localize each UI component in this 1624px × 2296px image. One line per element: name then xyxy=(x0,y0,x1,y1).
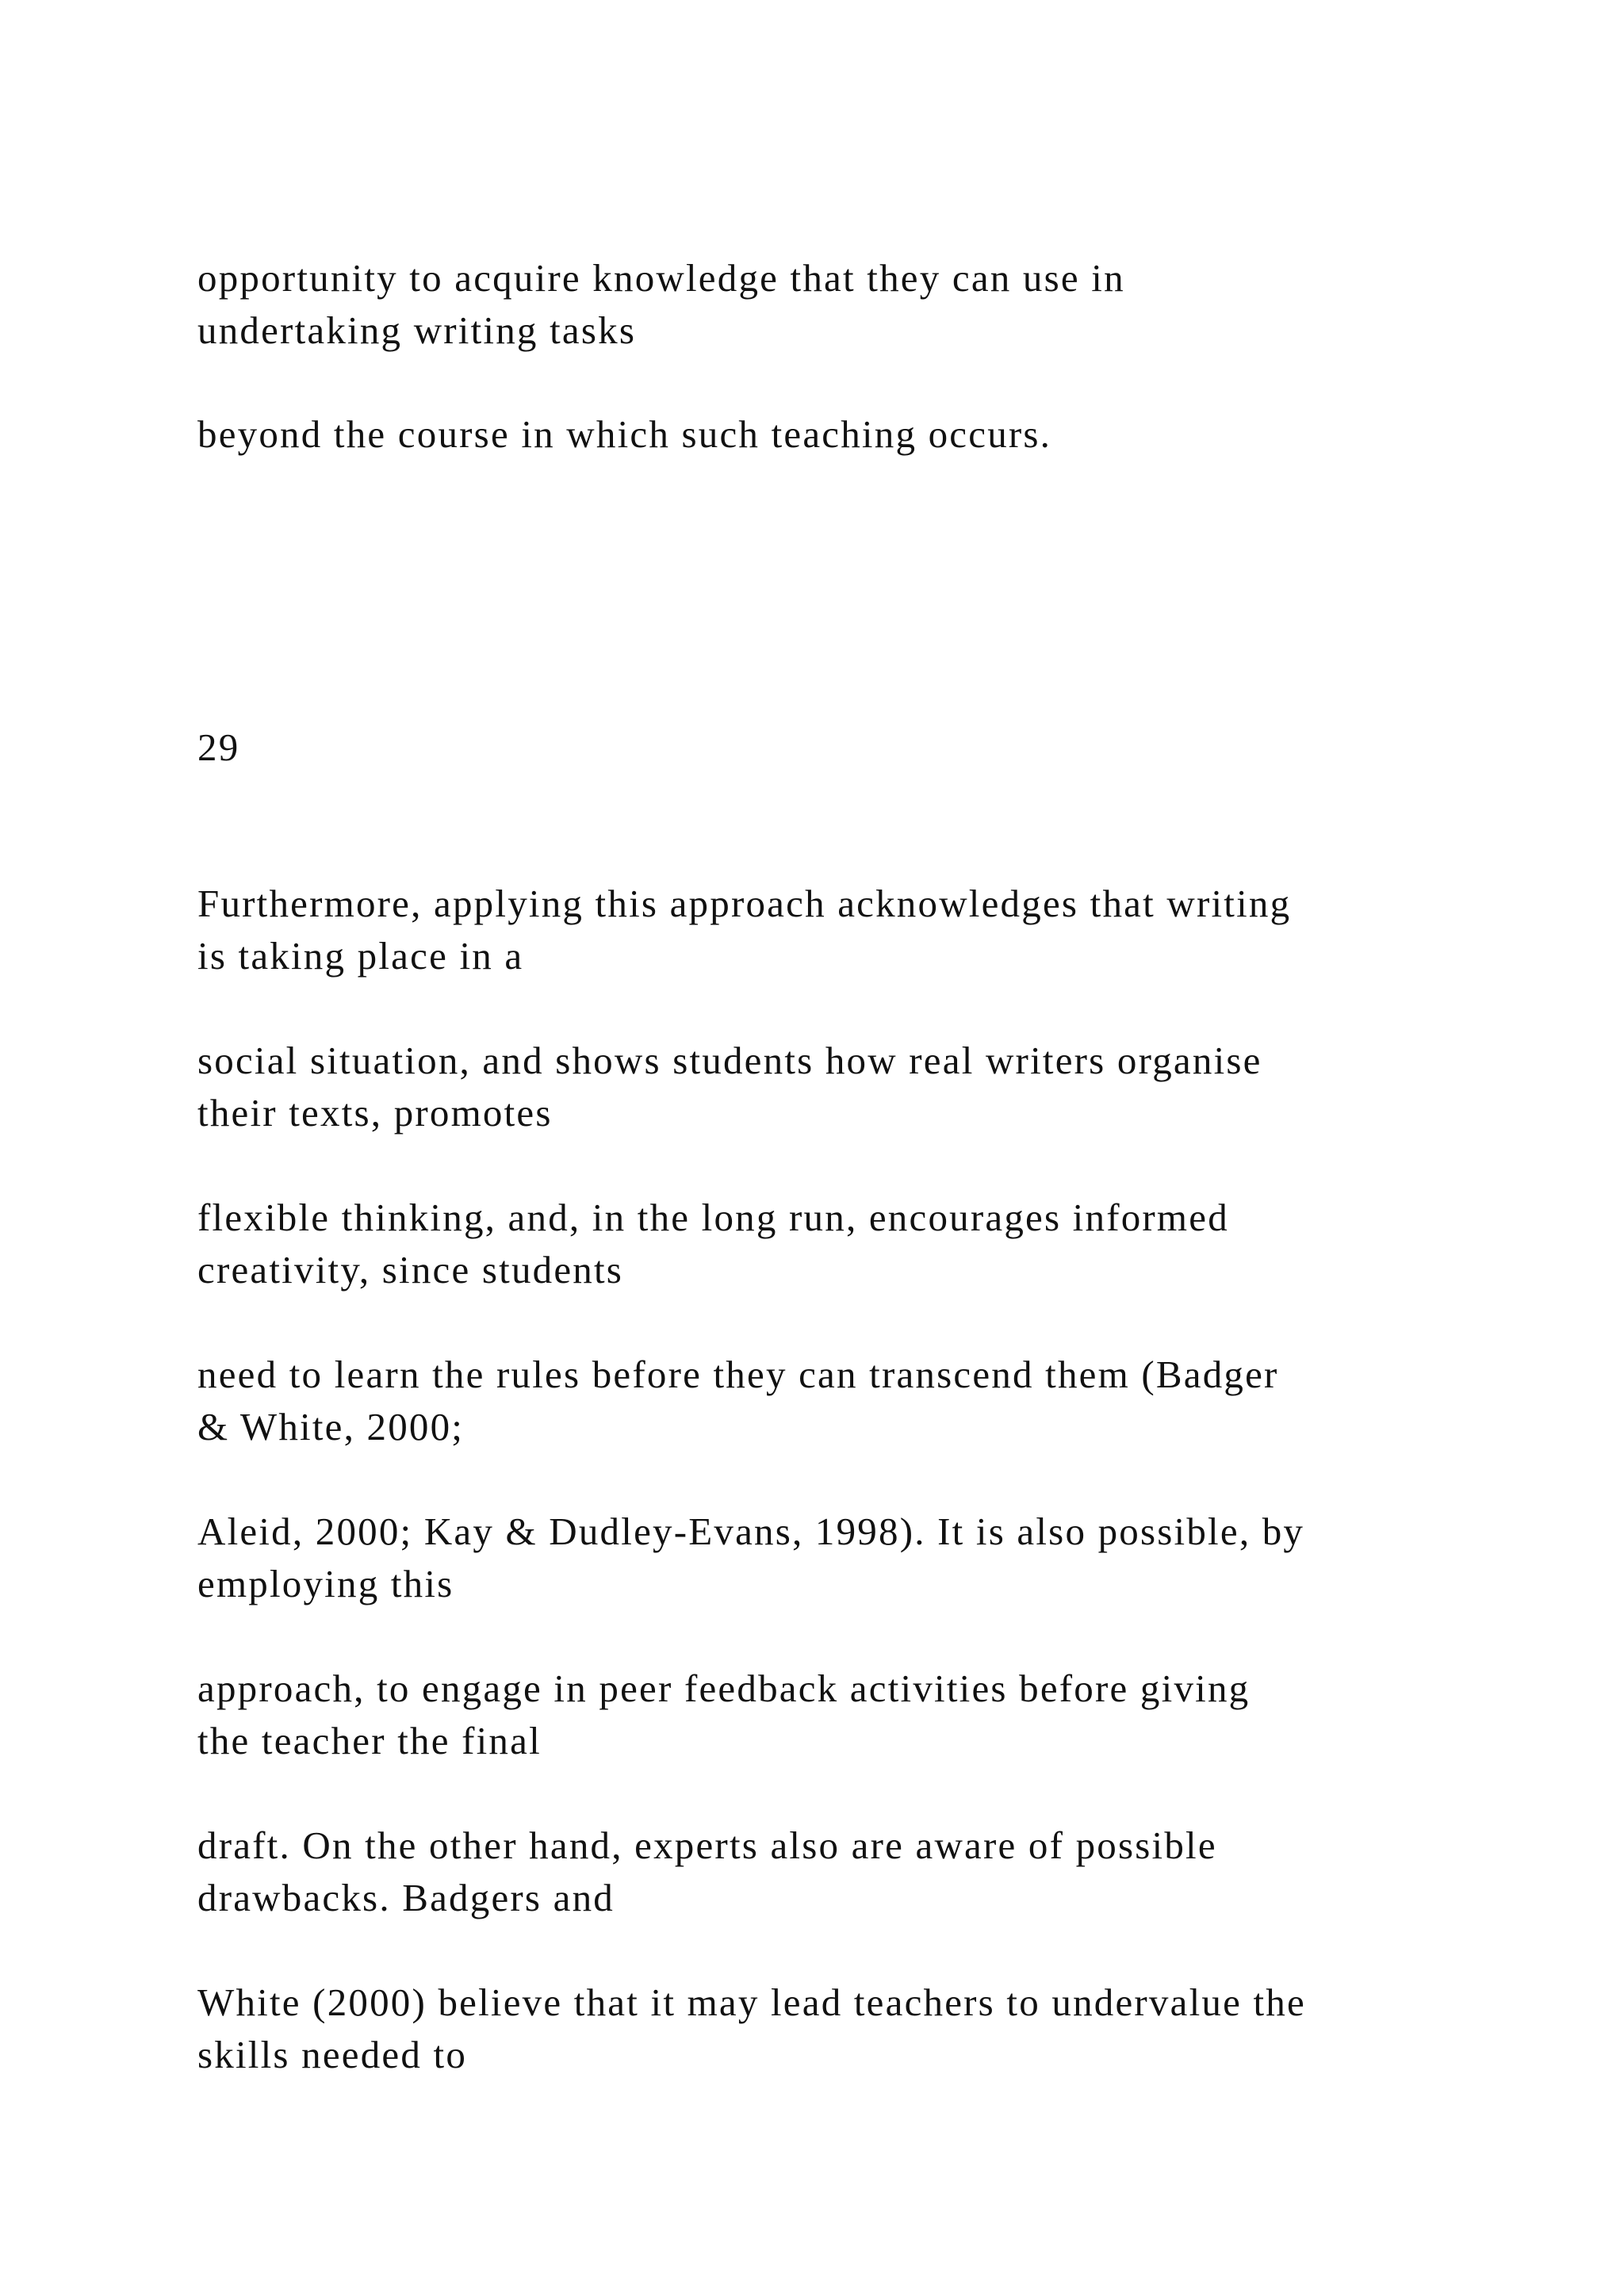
text-line: Aleid, 2000; Kay & Dudley-Evans, 1998). It is also possible, by xyxy=(197,1510,1305,1553)
text-line: need to learn the rules before they can transcend them (Badger xyxy=(197,1353,1279,1396)
page-number: 29 xyxy=(197,725,240,769)
text-line: social situation, and shows students how real writers organise xyxy=(197,1039,1262,1082)
text-line: White (2000) believe that it may lead teachers to undervalue the xyxy=(197,1980,1306,2024)
text-line: skills needed to xyxy=(197,2033,468,2076)
text-line: is taking place in a xyxy=(197,934,524,978)
text-line: opportunity to acquire knowledge that they can use in xyxy=(197,256,1125,300)
text-line: creativity, since students xyxy=(197,1248,624,1292)
text-line: their texts, promotes xyxy=(197,1091,553,1135)
text-line: the teacher the final xyxy=(197,1719,542,1762)
text-line: draft. On the other hand, experts also are aware of possible xyxy=(197,1823,1217,1867)
text-line: Furthermore, applying this approach acknowledges that writing xyxy=(197,882,1292,925)
text-line: approach, to engage in peer feedback activities before giving xyxy=(197,1667,1251,1710)
text-line: employing this xyxy=(197,1562,454,1605)
text-line: flexible thinking, and, in the long run, encourages informed xyxy=(197,1196,1229,1239)
text-line: undertaking writing tasks xyxy=(197,308,637,352)
text-line: & White, 2000; xyxy=(197,1405,465,1448)
text-line: beyond the course in which such teaching occurs. xyxy=(197,412,1052,456)
text-line: drawbacks. Badgers and xyxy=(197,1876,615,1919)
